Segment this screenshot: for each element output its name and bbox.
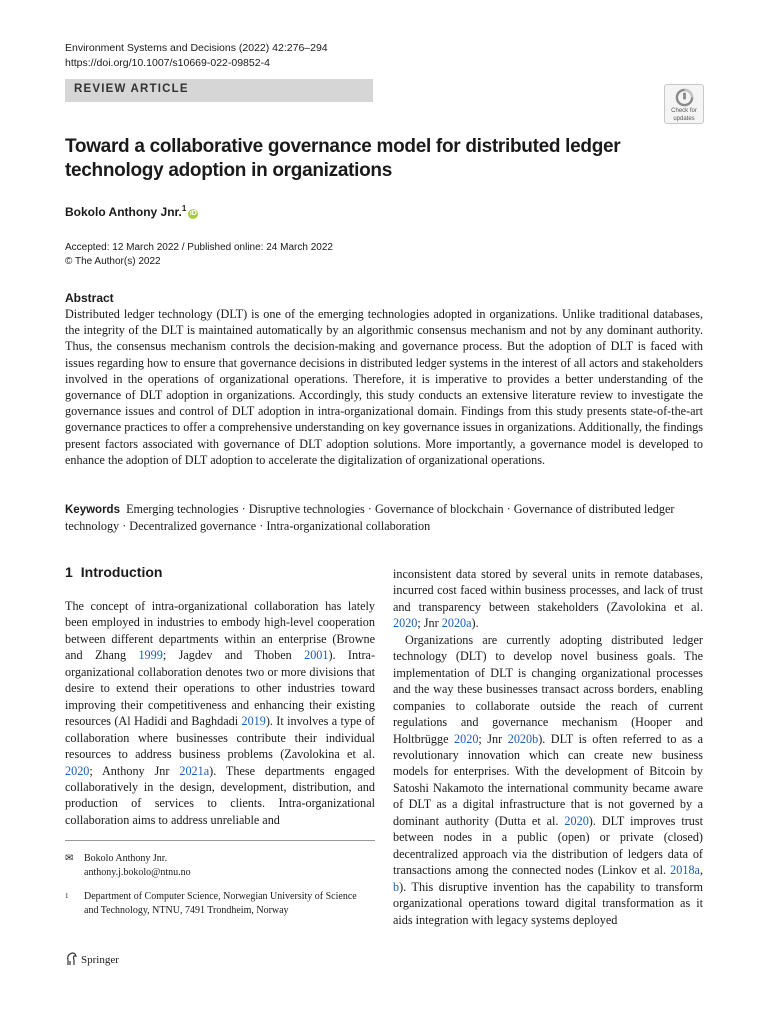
publication-dates (65, 241, 333, 269)
citation-link[interactable]: 2020a (441, 616, 472, 631)
envelope-icon: ✉ (65, 853, 74, 864)
journal-citation (65, 41, 328, 71)
section-title: Introduction (80, 564, 163, 580)
body-text: ). It involves a type of collaboration where businesses contribute their individual resources to address business problems (Zavolokina et al. (65, 714, 375, 762)
body-text: The concept of intra-organizational collaboration has lately been employed in industries to embody high-level cooperation between different departments within an enterprise (Browne and Zhang (65, 599, 375, 663)
body-text: ). These departments engaged collaboratively in the design, development, distribution, and production of services to clients. Intra-organizational collaboration aims to address unreliable and (65, 763, 375, 827)
body-text: inconsistent data stored by several units in remote databases, incurred cost faced within business processes, and lack of trust and transparency between stakeholders (Zavolokina et al. (393, 567, 703, 614)
article-title: Toward a collaborative governance model for distributed ledger technology adoption in organizations (65, 136, 621, 181)
body-text: ; Anthony Jnr (89, 763, 180, 778)
citation-link[interactable]: 2020 (393, 616, 418, 631)
journal-line: Environment Systems and Decisions (2022) 42:276–294 (65, 42, 328, 54)
citation-link[interactable]: 2021a (179, 763, 210, 778)
article-type-banner (65, 79, 373, 102)
author-line (65, 204, 198, 219)
body-text: ). Intra-organizational collaboration denotes two or more divisions that desire to extend their operations to other industries toward improving their competitiveness and enhancing their existing resources (Al Hadidi and Baghdadi (65, 648, 375, 729)
check-for-updates-badge[interactable] (664, 84, 704, 124)
footnote-divider (65, 840, 375, 841)
article-type-label: REVIEW ARTICLE (74, 83, 189, 95)
keywords-label: Keywords (65, 504, 120, 516)
section-heading-introduction (65, 564, 162, 580)
check-updates-text-2: updates (673, 115, 695, 122)
body-text: ; Jnr (417, 616, 442, 631)
check-updates-text-1: Check for (671, 108, 697, 114)
body-text: , (699, 863, 703, 878)
body-text: ). DLT improves trust between nodes in a public (open) or private (closed) decentralized approach via the distribution of ledgers data of transactions among the connected nodes (Linkov et al. (393, 813, 704, 878)
body-text: ). This disruptive invention has the capability to transform organizational operations toward digital transformation as it aids integration with legacy systems deployed (393, 879, 703, 927)
citation-link[interactable]: 2020 (65, 763, 90, 778)
paragraph (393, 632, 703, 928)
keywords-block (65, 501, 703, 534)
abstract-heading: Abstract (65, 291, 114, 305)
body-column-right (393, 566, 703, 928)
body-text: ; Jagdev and Thoben (162, 648, 305, 663)
contact-name: Bokolo Anthony Jnr. (84, 853, 168, 864)
springer-horse-icon (65, 952, 78, 966)
contact-email[interactable]: anthony.j.bokolo@ntnu.no (84, 866, 191, 878)
body-text: ). (471, 616, 479, 631)
orcid-icon[interactable]: iD (189, 210, 197, 217)
body-column-left (65, 598, 375, 828)
paragraph (393, 566, 703, 632)
body-text: Organizations are currently adopting distributed ledger technology (DLT) to develop novel business goals. The implementation of DLT is changing organizational processes and the way these businesses transact across borders, enabling companies to collaborate outside the reach of current regulations and governance mechanism (Hooper and Holtbrügge (393, 632, 703, 746)
citation-link[interactable]: 2001 (304, 648, 329, 663)
section-number: 1 (65, 564, 73, 580)
citation-link[interactable]: 2020 (454, 731, 479, 746)
body-text: ; Jnr (478, 731, 508, 746)
doi-link[interactable]: https://doi.org/10.1007/s10669-022-09852-4 (65, 57, 270, 69)
check-updates-icon (675, 88, 694, 107)
body-text: ). DLT is often referred to as a revolutionary innovation which can create new business models for enterprises. With the development of Bitcoin by Satoshi Nakamoto the international community became aware of DLT as a digital infrastructure that is not governed by a dominant authority (Dutta et al. (393, 731, 703, 828)
abstract-text: Distributed ledger technology (DLT) is one of the emerging technologies adopted in organizations. Unlike traditional databases, the integrity of the DLT is maintained automatically by an algorithmic consensus mechanism and not by any dominant authority. Thus, the consensus mechanism controls the decision-making and governance process. But the adoption of DLT is faced with issues regarding how to ensure that governance decisions in distributed ledger systems in the interest of all actors and stakeholders involved in the operations of organizational operations. Therefore, it is imperative to provides a better understanding of the governance of DLT adoption in organizations. Accordingly, this study conducts an extensive literature review to investigate the governance issues and control of DLT adoption in intra-organizational domain. Findings from this study presents state-of-the-art governance practices to offer a comprehensive understanding on key governance issues in organizations. Additionally, the findings present factors associated with governance of DLT adoption solutions. More importantly, a governance model is developed to enhance the adoption of DLT adoption to accelerate the digitalization of organizational operations. (65, 307, 703, 467)
keywords-list: Emerging technologies · Disruptive technologies · Governance of blockchain · Governance of distributed ledger technology · Decentralized governance · Intra-organizational collaboration (65, 502, 675, 534)
citation-link[interactable]: 2020b (507, 731, 539, 746)
author-affiliation-mark: 1 (181, 204, 187, 213)
citation-link[interactable]: 2018a (670, 863, 700, 878)
author-name[interactable]: Bokolo Anthony Jnr. (65, 205, 182, 219)
accepted-published-dates: Accepted: 12 March 2022 / Published online: 24 March 2022 (65, 242, 333, 253)
publisher-name: Springer (81, 954, 119, 966)
publisher-footer (65, 952, 119, 966)
citation-link[interactable]: 2019 (241, 714, 266, 729)
copyright-line: © The Author(s) 2022 (65, 256, 161, 267)
affiliation-text: Department of Computer Science, Norwegian University of Science and Technology, NTNU, 7491 Trondheim, Norway (84, 891, 357, 916)
citation-link[interactable]: 2020 (564, 813, 589, 828)
citation-link[interactable]: b (393, 879, 400, 894)
citation-link[interactable]: 1999 (138, 648, 163, 663)
affiliation-mark: 1 (65, 892, 69, 900)
